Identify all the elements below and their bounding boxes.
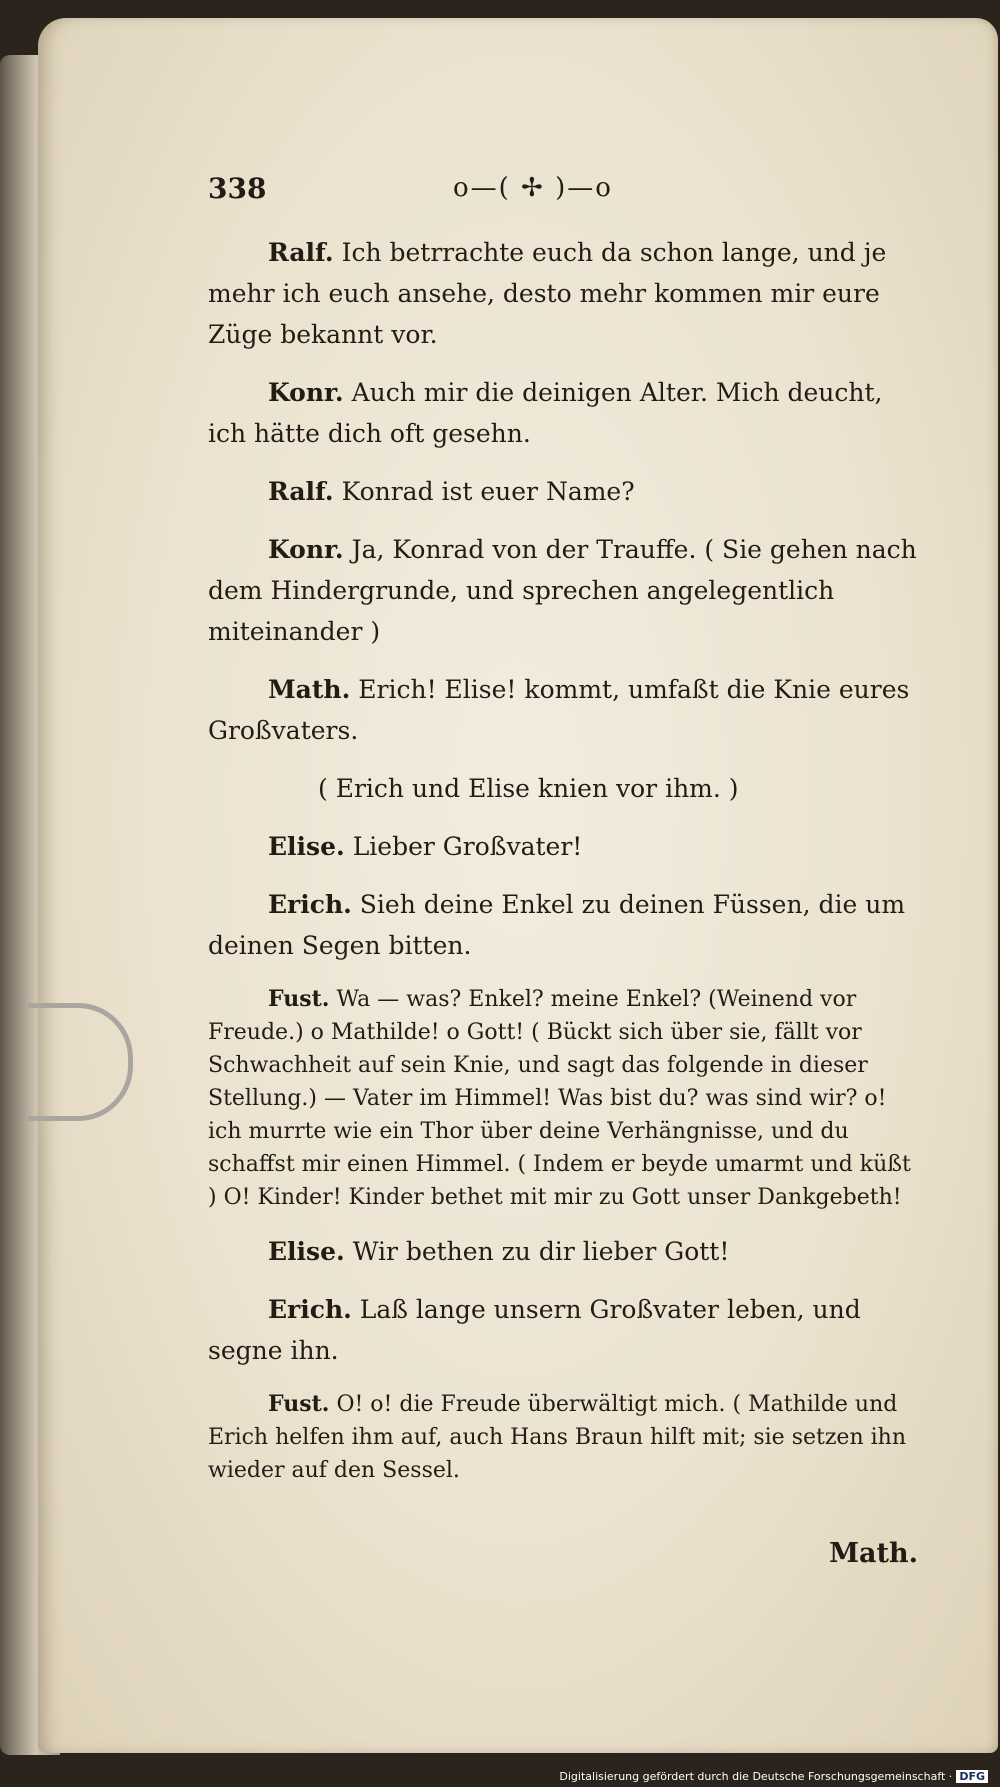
dialogue-text: Lieber Großvater! [352, 832, 583, 861]
paragraph [208, 232, 918, 355]
speaker-name: Erich. [268, 890, 352, 919]
speaker-name: Elise. [268, 832, 345, 861]
page-clip [28, 1003, 133, 1121]
stage-direction [208, 768, 918, 809]
dialogue-text: Sieh deine Enkel zu deinen Füssen, die um deinen Segen bitten. [208, 890, 906, 960]
paragraph [208, 1231, 918, 1272]
speaker-name: Konr. [268, 535, 344, 564]
speaker-name: Ralf. [268, 477, 334, 506]
dialogue-text: Wa — was? Enkel? meine Enkel? (Weinend vor Freude.) o Mathilde! o Gott! ( Bückt sich über sie, fällt vor Schwachheit auf sein Knie, und sagt das folgende in dieser Stellung.) — Vater im Himmel! Was bist du? was sind wir? o! ich murrte wie ein Thor über deine Verhängnisse, und du schaffst mir einen Himmel. ( Indem er beyde umarmt und küßt ) O! Kinder! Kinder bethet mit mir zu Gott unser Dankgebeth! [208, 987, 911, 1210]
paragraph [208, 471, 918, 512]
paragraph [208, 1388, 918, 1487]
dialogue-text: Ja, Konrad von der Trauffe. ( Sie gehen nach dem Hindergrunde, und sprechen angelegentlich miteinander ) [208, 535, 917, 646]
speaker-name: Ralf. [268, 238, 334, 267]
paragraph [208, 826, 918, 867]
dialogue-text: Erich! Elise! kommt, umfaßt die Knie eures Großvaters. [208, 675, 910, 745]
paragraph [208, 669, 918, 751]
dialogue-text: Wir bethen zu dir lieber Gott! [352, 1237, 730, 1266]
credit-text: Digitalisierung gefördert durch die Deutsche Forschungsgemeinschaft · [559, 1770, 953, 1783]
page-header [208, 168, 918, 212]
speaker-name: Konr. [268, 378, 344, 407]
speaker-name: Fust. [268, 986, 330, 1012]
paragraph [208, 884, 918, 966]
dialogue-text: Laß lange unsern Großvater leben, und segne ihn. [208, 1295, 861, 1365]
page-number: 338 [208, 172, 267, 205]
paragraph [208, 1289, 918, 1371]
dfg-logo: DFG [956, 1770, 988, 1783]
dialogue-text: O! o! die Freude überwältigt mich. ( Mathilde und Erich helfen ihm auf, auch Hans Braun hilft mit; sie setzen ihn wieder auf den Sessel. [208, 1392, 906, 1483]
catchword: Math. [829, 1538, 918, 1569]
digitization-credit [559, 1770, 988, 1783]
speaker-name: Math. [268, 675, 351, 704]
paragraph [208, 529, 918, 652]
speaker-name: Fust. [268, 1391, 330, 1417]
dialogue-text: Konrad ist euer Name? [341, 477, 635, 506]
page-text [208, 168, 918, 1569]
paragraph [208, 372, 918, 454]
dialogue-text: Ich betrrachte euch da schon lange, und je mehr ich euch ansehe, desto mehr kommen mir eure Züge bekannt vor. [208, 238, 887, 349]
speaker-name: Erich. [268, 1295, 352, 1324]
paragraph [208, 983, 918, 1214]
header-ornament: o—( ✢ )—o [453, 173, 613, 203]
book-page [38, 18, 998, 1753]
dialogue-text: Auch mir die deinigen Alter. Mich deucht, ich hätte dich oft gesehn. [208, 378, 883, 448]
stage-direction-text: ( Erich und Elise knien vor ihm. ) [318, 774, 739, 803]
speaker-name: Elise. [268, 1237, 345, 1266]
